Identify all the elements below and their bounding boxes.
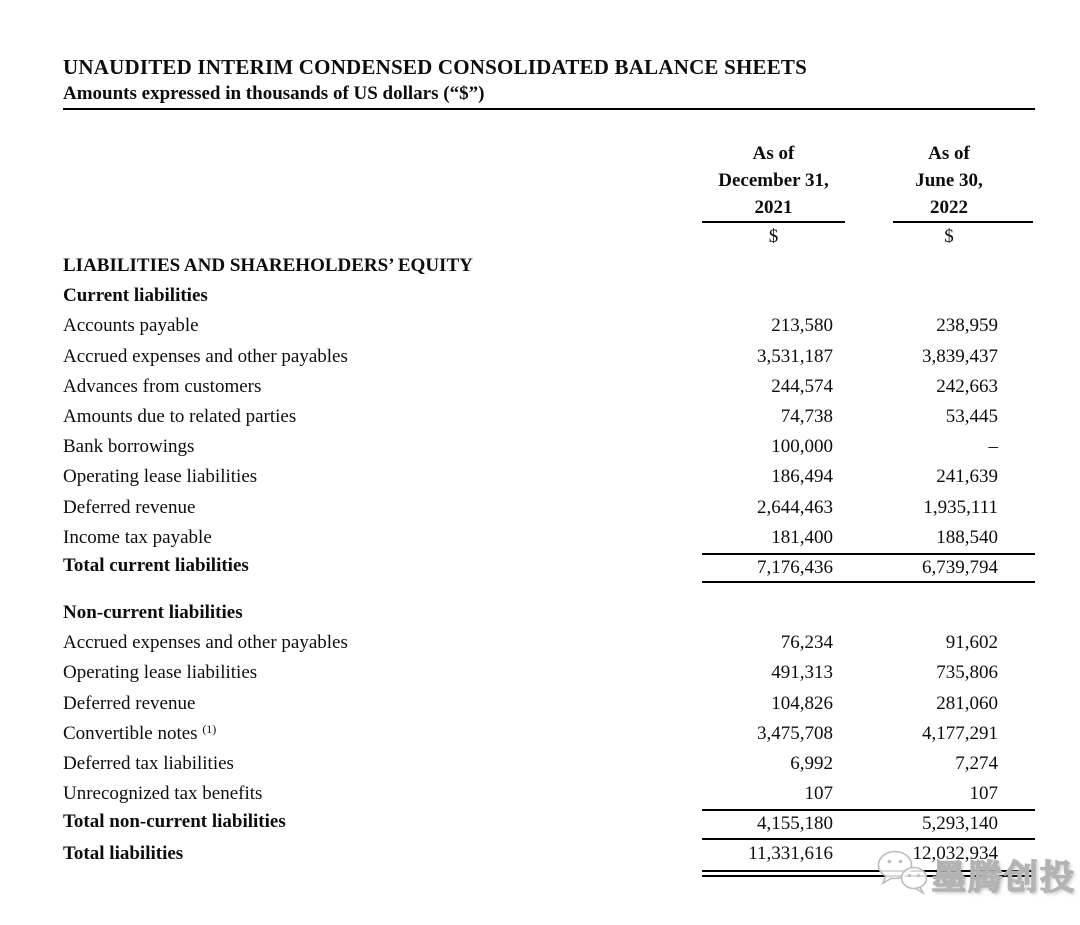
row-label: Deferred tax liabilities bbox=[63, 753, 234, 774]
footnote-marker: (1) bbox=[202, 721, 217, 736]
row-value-2021: 107 bbox=[804, 783, 833, 805]
document-subtitle: Amounts expressed in thousands of US dollars (“$”) bbox=[63, 83, 485, 104]
row-value-2022: 12,032,934 bbox=[912, 842, 998, 864]
row-label: Bank borrowings bbox=[63, 436, 195, 458]
table-row bbox=[63, 598, 1035, 628]
row-value-2021: 3,475,708 bbox=[757, 722, 833, 744]
title-rule bbox=[63, 108, 1035, 110]
currency-row bbox=[63, 223, 1035, 250]
row-values bbox=[702, 779, 1035, 809]
table-header bbox=[63, 140, 1035, 223]
row-value-2022: 53,445 bbox=[945, 405, 998, 427]
table-row bbox=[63, 402, 1035, 432]
column-gap bbox=[845, 140, 893, 223]
column-gap bbox=[845, 223, 893, 250]
row-values bbox=[702, 628, 1035, 658]
header-spacer bbox=[63, 140, 702, 223]
row-value-2022: 3,839,437 bbox=[922, 345, 998, 367]
row-value-2021: 7,176,436 bbox=[757, 556, 833, 578]
column-header-line: June 30, bbox=[915, 170, 983, 191]
row-values bbox=[702, 809, 1035, 839]
column-gap bbox=[845, 372, 893, 402]
row-label: Operating lease liabilities bbox=[63, 662, 258, 684]
watermark-text: 墨腾创投 bbox=[932, 859, 1076, 897]
column-gap bbox=[845, 342, 893, 372]
row-values bbox=[702, 598, 1035, 628]
table-row bbox=[63, 809, 1035, 839]
row-spacer bbox=[63, 583, 1035, 598]
row-values bbox=[702, 462, 1035, 492]
row-value-2021: 6,992 bbox=[790, 753, 833, 774]
column-header-line: December 31, bbox=[718, 170, 829, 191]
row-value-2022: 241,639 bbox=[936, 466, 998, 488]
table-row bbox=[63, 628, 1035, 658]
row-label: Amounts due to related parties bbox=[63, 405, 297, 427]
currency-symbol-2022: $ bbox=[944, 226, 954, 247]
row-value-2022 bbox=[893, 281, 1033, 311]
row-value-2021: 213,580 bbox=[771, 315, 833, 337]
column-gap bbox=[845, 493, 893, 523]
row-value-2021: 244,574 bbox=[771, 375, 833, 397]
row-values bbox=[702, 281, 1035, 311]
row-values bbox=[702, 432, 1035, 462]
row-value-2021: 104,826 bbox=[771, 692, 833, 714]
column-header-line: 2022 bbox=[930, 197, 968, 218]
column-gap bbox=[845, 523, 893, 553]
row-label: Total non-current liabilities bbox=[63, 811, 286, 833]
row-value-2021: 186,494 bbox=[771, 466, 833, 488]
row-value-2021 bbox=[702, 598, 845, 628]
table-rows bbox=[63, 251, 1035, 877]
column-gap bbox=[845, 628, 893, 658]
column-gap bbox=[845, 555, 893, 581]
currency-row-spacer bbox=[63, 223, 702, 250]
row-values bbox=[702, 251, 1035, 281]
table-row bbox=[63, 281, 1035, 311]
row-label: Non-current liabilities bbox=[63, 602, 243, 624]
table-row bbox=[63, 372, 1035, 402]
row-value-2022 bbox=[893, 251, 1033, 281]
row-value-2022: 281,060 bbox=[936, 692, 998, 714]
column-gap bbox=[845, 719, 893, 749]
row-value-2022 bbox=[893, 598, 1033, 628]
column-gap bbox=[845, 462, 893, 492]
row-label: Total current liabilities bbox=[63, 554, 249, 576]
row-value-2022: 107 bbox=[969, 783, 998, 805]
row-value-2021 bbox=[702, 251, 845, 281]
row-value-2021: 181,400 bbox=[771, 526, 833, 548]
row-label: Deferred revenue bbox=[63, 692, 196, 714]
row-label: Accrued expenses and other payables bbox=[63, 345, 348, 367]
row-label: Current liabilities bbox=[63, 285, 208, 307]
row-label: Advances from customers bbox=[63, 375, 262, 397]
row-value-2021: 76,234 bbox=[780, 632, 833, 654]
row-value-2021: 3,531,187 bbox=[757, 345, 833, 367]
row-values bbox=[702, 311, 1035, 341]
column-gap bbox=[845, 779, 893, 809]
table-row bbox=[63, 749, 1035, 779]
row-value-2022: 6,739,794 bbox=[922, 556, 998, 578]
table-row bbox=[63, 311, 1035, 341]
column-header-line: 2021 bbox=[754, 197, 793, 218]
row-value-2022: 242,663 bbox=[936, 375, 998, 397]
row-label: LIABILITIES AND SHAREHOLDERS’ EQUITY bbox=[63, 255, 473, 276]
table-row bbox=[63, 779, 1035, 809]
currency-symbol-2021: $ bbox=[768, 226, 779, 247]
column-gap bbox=[845, 402, 893, 432]
column-gap bbox=[845, 658, 893, 688]
table-row bbox=[63, 719, 1035, 749]
row-values bbox=[702, 749, 1035, 779]
row-values bbox=[702, 372, 1035, 402]
row-value-2021: 2,644,463 bbox=[757, 496, 833, 518]
row-values bbox=[702, 658, 1035, 688]
column-header-line: As of bbox=[752, 143, 795, 164]
row-values bbox=[702, 402, 1035, 432]
column-gap bbox=[845, 811, 893, 837]
table-row bbox=[63, 523, 1035, 553]
row-value-2022: 7,274 bbox=[955, 753, 998, 774]
row-label: Accrued expenses and other payables bbox=[63, 632, 348, 654]
table-row bbox=[63, 251, 1035, 281]
table-row bbox=[63, 493, 1035, 523]
row-values bbox=[702, 689, 1035, 719]
table-row bbox=[63, 553, 1035, 583]
row-value-2021: 74,738 bbox=[780, 405, 833, 427]
column-header-jun-2022 bbox=[893, 140, 1033, 223]
table-row bbox=[63, 658, 1035, 688]
table-row bbox=[63, 462, 1035, 492]
column-gap bbox=[845, 281, 893, 311]
row-value-2022: 4,177,291 bbox=[922, 722, 998, 744]
row-value-2022: 91,602 bbox=[945, 632, 998, 654]
column-gap bbox=[845, 432, 893, 462]
row-value-2022: – bbox=[988, 436, 998, 458]
row-value-2021: 491,313 bbox=[771, 662, 833, 684]
row-values bbox=[702, 840, 1035, 877]
row-values bbox=[702, 493, 1035, 523]
row-label: Deferred revenue bbox=[63, 496, 196, 518]
table-row bbox=[63, 840, 1035, 877]
row-value-2022: 1,935,111 bbox=[923, 496, 998, 518]
row-values bbox=[702, 342, 1035, 372]
row-label: Accounts payable bbox=[63, 315, 199, 337]
row-label: Unrecognized tax benefits bbox=[63, 783, 263, 805]
row-value-2022: 188,540 bbox=[936, 526, 998, 548]
row-label: Total liabilities bbox=[63, 842, 184, 864]
table-row bbox=[63, 689, 1035, 719]
row-label: Income tax payable bbox=[63, 526, 212, 548]
row-label: Convertible notes $^{(1)}$ bbox=[63, 721, 217, 744]
row-value-2021: 100,000 bbox=[771, 436, 833, 458]
balance-sheet-page bbox=[63, 54, 1035, 877]
row-value-2022: 5,293,140 bbox=[922, 813, 998, 835]
row-values bbox=[702, 553, 1035, 583]
document-title: UNAUDITED INTERIM CONDENSED CONSOLIDATED BALANCE SHEETS bbox=[63, 55, 808, 79]
column-gap bbox=[845, 251, 893, 281]
column-gap bbox=[845, 749, 893, 779]
column-gap bbox=[845, 311, 893, 341]
column-header-line: As of bbox=[928, 143, 970, 164]
column-gap bbox=[845, 598, 893, 628]
row-value-2021: 11,331,616 bbox=[748, 842, 833, 864]
row-value-2021: 4,155,180 bbox=[757, 813, 833, 835]
row-label: Operating lease liabilities bbox=[63, 466, 258, 488]
column-gap bbox=[845, 689, 893, 719]
row-values bbox=[702, 719, 1035, 749]
column-header-dec-2021 bbox=[702, 140, 845, 223]
row-values bbox=[702, 523, 1035, 553]
row-value-2021 bbox=[702, 281, 845, 311]
table-row bbox=[63, 432, 1035, 462]
row-value-2022: 238,959 bbox=[936, 315, 998, 337]
column-gap bbox=[845, 840, 893, 870]
table-row bbox=[63, 342, 1035, 372]
row-value-2022: 735,806 bbox=[936, 662, 998, 684]
